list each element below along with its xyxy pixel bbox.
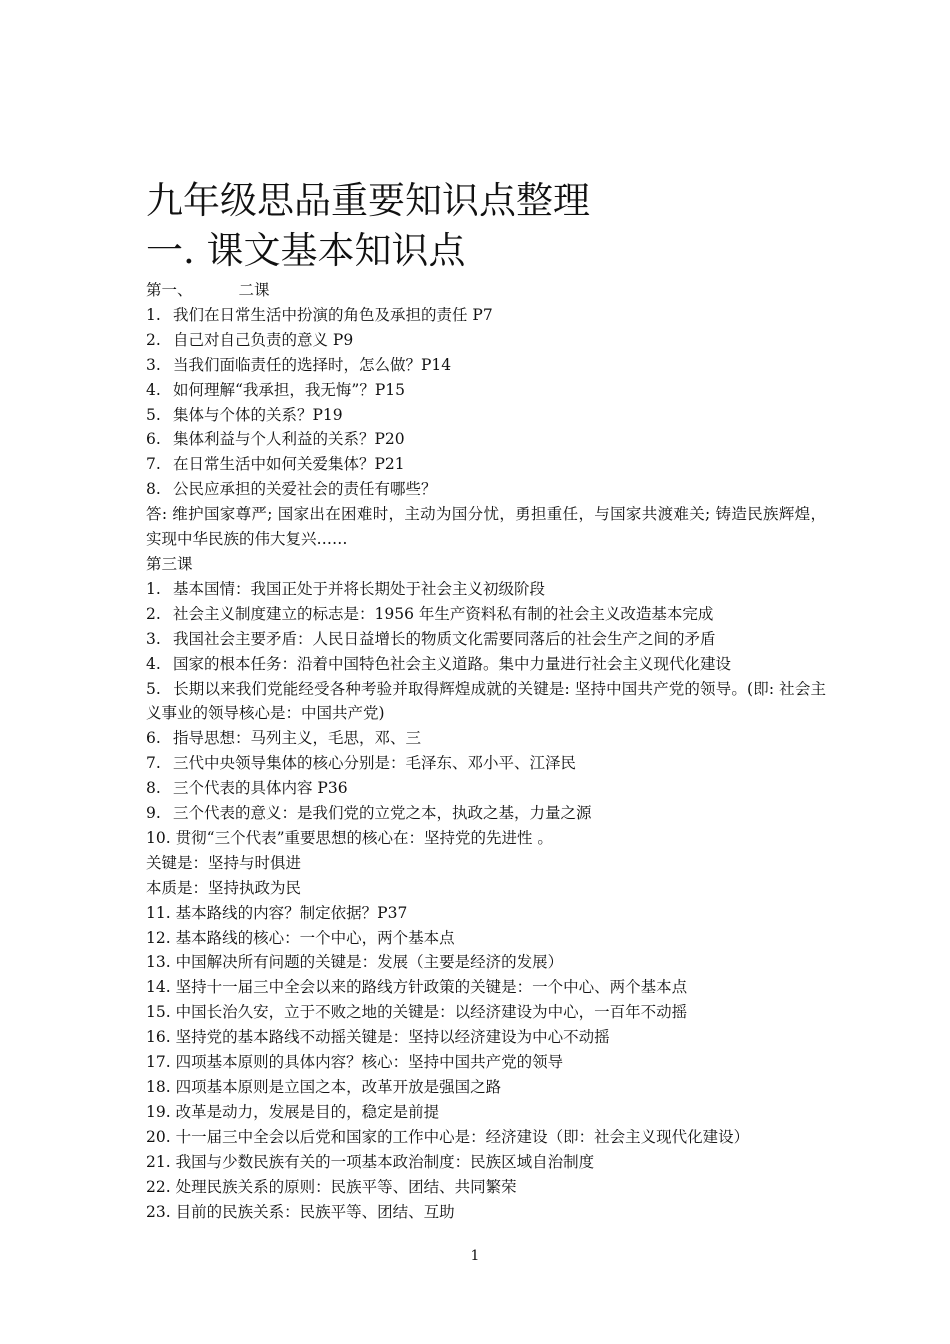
item-number: 8. (146, 480, 161, 499)
list-item (146, 776, 826, 801)
item-number: 13. (146, 953, 171, 972)
list-item (146, 1125, 826, 1150)
list-item (146, 1200, 826, 1225)
document-page (146, 176, 826, 1224)
item-number: 2. (146, 330, 161, 349)
item-text: 国家的根本任务：沿着中国特色社会主义道路。集中力量进行社会主义现代化建设 (173, 654, 732, 673)
lesson-heading-part-b: 二课 (238, 281, 270, 299)
list-item (146, 950, 826, 975)
list-item (146, 901, 826, 926)
list-item (146, 602, 826, 627)
list-item (146, 577, 826, 602)
section-title: 一. 课文基本知识点 (146, 229, 466, 272)
item-text: 集体与个体的关系？P19 (173, 405, 343, 424)
list-item (146, 1050, 826, 1075)
list-item (146, 1025, 826, 1050)
item-text: 贯彻“三个代表”重要思想的核心在：坚持党的先进性 。 (175, 828, 553, 847)
item-text: 当我们面临责任的选择时，怎么做？P14 (173, 355, 452, 374)
item-number: 20. (146, 1127, 171, 1146)
sub-point-essence: 本质是：坚持执政为民 (146, 878, 302, 897)
list-item (146, 1175, 826, 1200)
item-text: 我们在日常生活中扮演的角色及承担的责任 P7 (173, 305, 493, 324)
item-text: 我国社会主要矛盾：人民日益增长的物质文化需要同落后的社会生产之间的矛盾 (173, 629, 716, 648)
item-number: 9. (146, 804, 161, 823)
item-number: 16. (146, 1028, 171, 1047)
item-text: 集体利益与个人利益的关系？P20 (173, 430, 405, 449)
lesson-heading-part-a: 第一、 (146, 281, 193, 299)
answer-paragraph: 答: 维护国家尊严; 国家出在困难时，主动为国分忧，勇担重任，与国家共渡难关; 铸造民族辉煌，实现中华民族的伟大复兴…… (146, 505, 826, 549)
item-text: 处理民族关系的原则：民族平等、团结、共同繁荣 (175, 1177, 517, 1196)
item-text: 三个代表的具体内容 P36 (173, 779, 348, 798)
item-text: 社会主义制度建立的标志是：1956 年生产资料私有制的社会主义改造基本完成 (173, 604, 714, 623)
item-number: 10. (146, 828, 171, 847)
lesson-heading-3: 第三课 (146, 554, 193, 573)
list-item (146, 751, 826, 776)
item-number: 12. (146, 928, 171, 947)
item-number: 7. (146, 455, 161, 474)
item-number: 22. (146, 1177, 171, 1196)
list-item (146, 403, 826, 428)
item-text: 坚持十一届三中全会以来的路线方针政策的关键是：一个中心、两个基本点 (175, 978, 688, 997)
list-item (146, 926, 826, 951)
item-number: 15. (146, 1003, 171, 1022)
item-number: 18. (146, 1078, 171, 1096)
list-item-wrapped (146, 677, 826, 727)
item-number: 3. (146, 355, 161, 374)
list-item (146, 452, 826, 477)
item-number: 7. (146, 754, 161, 773)
document-title: 九年级思品重要知识点整理 (146, 179, 590, 222)
item-number: 6. (146, 430, 161, 449)
document-body (146, 278, 826, 1224)
item-number: 4. (146, 380, 161, 399)
item-text: 我国与少数民族有关的一项基本政治制度：民族区域自治制度 (175, 1152, 595, 1171)
list-item (146, 652, 826, 677)
item-number: 23. (146, 1202, 171, 1221)
list-item (146, 378, 826, 403)
item-text: 目前的民族关系：民族平等、团结、互助 (175, 1202, 455, 1221)
list-item (146, 826, 826, 851)
item-number: 14. (146, 978, 171, 997)
item-text: 长期以来我们党能经受各种考验并取得辉煌成就的关键是: 坚持中国共产党的领导。(即: 社会主义事业的领导核心是：中国共产党) (146, 679, 826, 723)
item-text: 基本路线的核心：一个中心，两个基本点 (175, 928, 455, 947)
item-text: 改革是动力，发展是目的，稳定是前提 (175, 1102, 440, 1121)
item-text: 四项基本原则是立国之本，改革开放是强国之路 (175, 1078, 502, 1096)
item-number: 4. (146, 654, 161, 673)
list-item (146, 726, 826, 751)
item-number: 8. (146, 779, 161, 798)
list-item (146, 801, 826, 826)
item-number: 5. (146, 405, 161, 424)
item-text: 四项基本原则的具体内容？核心：坚持中国共产党的领导 (175, 1053, 564, 1072)
list-item (146, 1075, 826, 1100)
list-item (146, 427, 826, 452)
item-number: 19. (146, 1102, 171, 1121)
item-number: 6. (146, 729, 161, 748)
list-item (146, 328, 826, 353)
item-number: 21. (146, 1152, 171, 1171)
item-text: 公民应承担的关爱社会的责任有哪些？ (173, 480, 437, 499)
item-text: 自己对自己负责的意义 P9 (173, 330, 354, 349)
item-text: 基本国情：我国正处于并将长期处于社会主义初级阶段 (173, 579, 546, 598)
item-number: 1. (146, 305, 161, 324)
item-text: 坚持党的基本路线不动摇关键是：坚持以经济建设为中心不动摇 (175, 1028, 610, 1047)
item-number: 1. (146, 579, 161, 598)
item-number: 2. (146, 604, 161, 623)
list-item (146, 303, 826, 328)
item-text: 指导思想：马列主义，毛思，邓、三 (173, 729, 422, 748)
item-text: 三个代表的意义：是我们党的立党之本，执政之基，力量之源 (173, 804, 592, 823)
list-item (146, 1100, 826, 1125)
lesson-heading-1-2 (146, 278, 826, 303)
list-item (146, 1150, 826, 1175)
sub-point-key: 关键是：坚持与时俱进 (146, 853, 302, 872)
item-number: 17. (146, 1053, 171, 1072)
item-text: 中国长治久安，立于不败之地的关键是：以经济建设为中心，一百年不动摇 (175, 1003, 688, 1022)
item-number: 3. (146, 629, 161, 648)
list-item (146, 477, 826, 502)
item-number: 11. (146, 903, 171, 922)
item-text: 基本路线的内容？制定依据？P37 (175, 903, 408, 922)
item-text: 三代中央领导集体的核心分别是：毛泽东、邓小平、江泽民 (173, 754, 577, 773)
list-item (146, 627, 826, 652)
item-text: 在日常生活中如何关爱集体？P21 (173, 455, 405, 474)
list-item (146, 1000, 826, 1025)
list-item (146, 975, 826, 1000)
page-number: 1 (470, 1248, 480, 1264)
list-item (146, 353, 826, 378)
item-number: 5. (146, 679, 161, 698)
item-text: 十一届三中全会以后党和国家的工作中心是：经济建设（即：社会主义现代化建设） (175, 1127, 750, 1146)
item-text: 中国解决所有问题的关键是：发展（主要是经济的发展） (175, 953, 564, 972)
item-text: 如何理解“我承担，我无悔”？P15 (173, 380, 406, 399)
